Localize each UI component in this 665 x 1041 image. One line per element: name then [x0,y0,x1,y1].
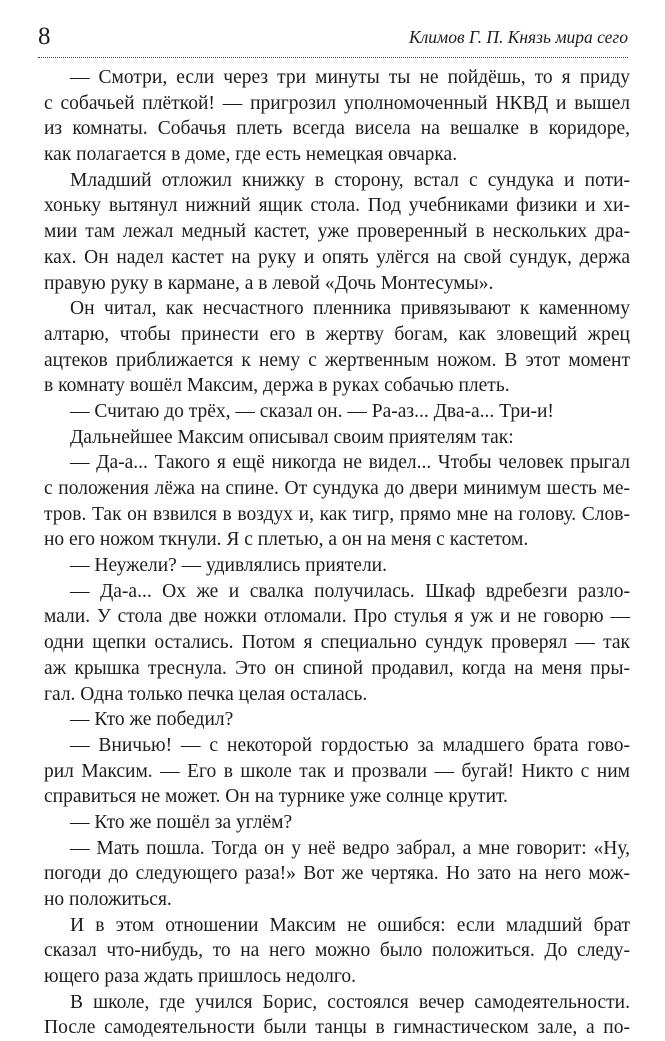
text-line: Младший отложил книжку в сторону, встал с сундука и поти- [70,169,630,191]
text-line: правую руку в кармане, а в левой «Дочь Монтесумы». [44,272,494,294]
text-line: ках. Он надел кастет на руку и опять улёгся на свой сундук, держа [44,246,630,268]
text-line: аж крышка треснула. Это он спиной продавил, когда на меня пры- [44,657,630,679]
text-line: рил Максим. — Его в школе так и прозвали — бугай! Никто с ним [44,760,630,782]
text-line: ющего раза ждать пришлось недолго. [44,966,356,988]
text-line: мали. У стола две ножки отломали. Про стулья я уж и не говорю — [44,606,630,628]
page-header [38,22,628,56]
text-line: — Кто же победил? [70,709,234,731]
text-line: — Неужели? — удивлялись приятели. [70,555,387,577]
text-line: мии там лежал медный кастет, уже проверенный в нескольких дра- [44,221,630,243]
text-line: с положения лёжа на спине. От сундука до двери минимум шесть ме- [44,478,630,499]
text-line: но положиться. [44,889,172,910]
running-title: Климов Г. П. Князь мира сего [409,27,628,47]
text-line: — Да-а... Ох же и свалка получилась. Шкаф вдребезги разло- [70,580,630,602]
body-text [44,65,630,1041]
text-line: справиться не может. Он на турнике уже солнце крутит. [44,786,508,808]
text-line: — Вничью! — с некоторой гордостью за младшего брата гово- [70,734,630,756]
text-line: — Мать пошла. Тогда он у неё ведро забрал, а мне говорит: «Ну, [70,837,630,859]
text-line: — Смотри, если через три минуты ты не пойдёшь, то я приду [70,67,630,88]
text-line: тров. Так он взвился в воздух и, как тигр, прямо мне на голову. Слов- [44,503,630,525]
text-line: погоди до следующего раза!» Вот же чертяка. Но зато на него мож- [44,863,630,885]
text-line: После самодеятельности были танцы в гимнастическом зале, а по- [44,1017,630,1039]
text-line: — Кто же пошёл за углём? [70,811,293,833]
text-line: ацтеков приближается к нему с жертвенным ножом. В этот момент [44,349,630,371]
text-line: Он читал, как несчастного пленника привязывают к каменному [70,298,630,320]
text-line: сказал что-нибудь, то на него можно было положиться. До следу- [44,940,630,962]
text-line: с собачьей плёткой! — пригрозил уполномоченный НКВД и вышел [44,92,630,114]
text-line: — Считаю до трёх, — сказал он. — Ра-аз... Два-а... Три-и! [70,400,554,422]
text-line: И в этом отношении Максим не ошибся: если младший брат [70,914,630,936]
text-line: хоньку вытянул нижний ящик стола. Под учебниками физики и хи- [44,195,630,217]
text-line: одни щепки остались. Потом я специально сундук проверял — так [44,632,630,654]
text-line: как полагается в доме, где есть немецкая овчарка. [44,144,458,166]
text-line: гал. Одна только печка целая осталась. [44,683,368,705]
text-line: Дальнейшее Максим описывал своим приятелям так: [70,426,514,448]
text-line: В школе, где учился Борис, состоялся вечер самодеятельности. [70,991,630,1013]
text-line: — Да-а... Такого я ещё никогда не видел... Чтобы человек прыгал [70,452,630,474]
text-line: из комнаты. Собачья плеть всегда висела на вешалке в коридоре, [44,118,630,140]
text-line: алтарю, чтобы принести его в жертву богам, как зловещий жрец [44,323,630,345]
page-number: 8 [38,23,51,50]
text-line: в комнату вошёл Максим, держа в руках собачью плеть. [44,375,510,397]
header-divider [38,57,628,58]
text-line: но его ножом ткнули. Я с плетью, а он на меня с кастетом. [44,529,529,551]
